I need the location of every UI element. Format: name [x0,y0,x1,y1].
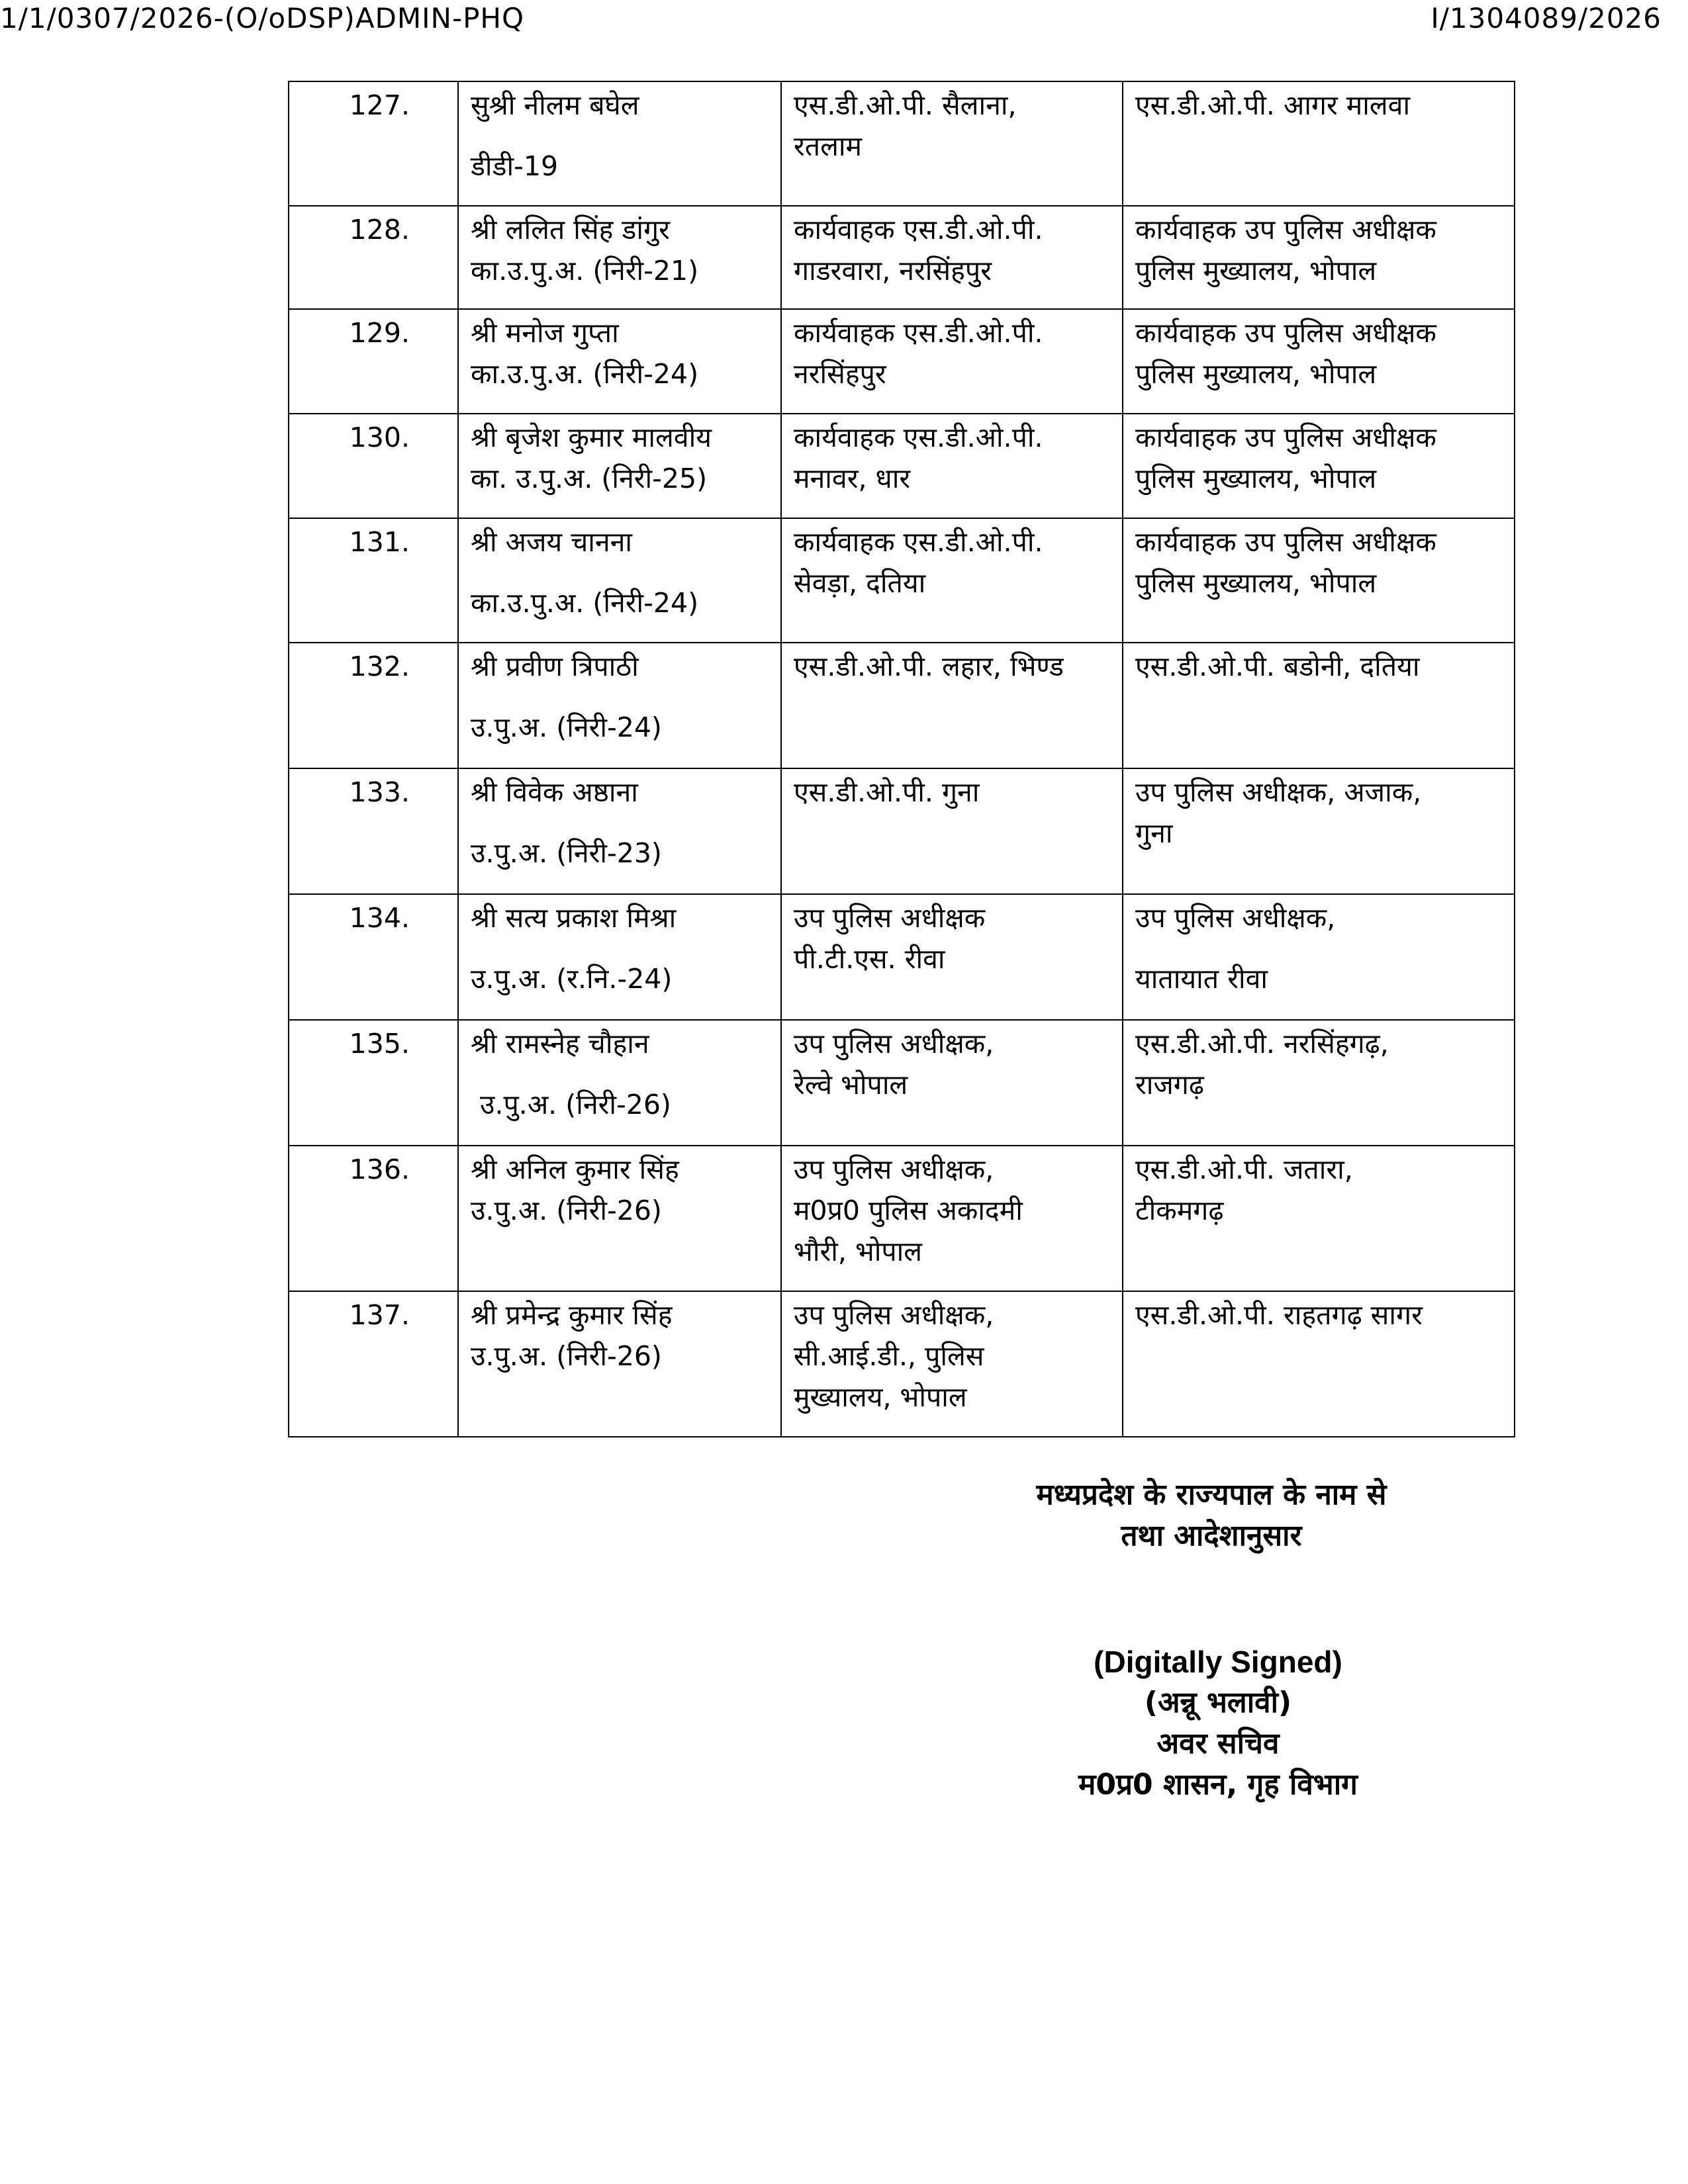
new-posting-line: कार्यवाहक उप पुलिस अधीक्षक [1135,526,1436,558]
serial-number: 131. [289,518,458,643]
current-posting-line: रतलाम [794,130,863,162]
new-posting-line: एस.डी.ओ.पी. नरसिंहगढ़, [1135,1028,1389,1060]
table-row [289,309,1515,414]
current-posting-cell [781,1020,1123,1146]
officer-name: श्री प्रमेन्द्र कुमार सिंह [471,1299,673,1331]
order-line: तथा आदेशानुसार [1121,1519,1302,1553]
transfer-table [288,81,1515,1437]
current-posting-cell [781,518,1123,643]
officer-name-cell [458,768,781,894]
current-posting-cell [781,643,1123,768]
new-posting-line: कार्यवाहक उप पुलिस अधीक्षक [1135,422,1436,453]
page-header [0,0,1688,40]
officer-rank: उ.पु.अ. (निरी-23) [471,837,662,869]
officer-name-cell [458,894,781,1020]
current-posting-cell [781,414,1123,518]
new-posting-line: उप पुलिस अधीक्षक, [1135,902,1336,934]
current-posting-cell [781,309,1123,414]
current-posting-line: भौरी, भोपाल [794,1236,923,1267]
serial-number: 133. [289,768,458,894]
current-posting-line: मुख्यालय, भोपाल [794,1381,967,1413]
new-posting-line: कार्यवाहक उप पुलिस अधीक्षक [1135,317,1436,349]
current-posting-cell [781,1291,1123,1437]
current-posting-line: सेवड़ा, दतिया [794,567,926,599]
current-posting-line: पी.टी.एस. रीवा [794,943,945,975]
new-posting-cell [1123,206,1515,309]
table-row [289,414,1515,518]
current-posting-line: म0प्र0 पुलिस अकादमी [794,1195,1023,1226]
officer-name-cell [458,81,781,206]
officer-name: श्री अजय चानना [471,526,633,558]
current-posting-line: कार्यवाहक एस.डी.ओ.पी. [794,317,1043,349]
serial-number: 137. [289,1291,458,1437]
current-posting-line: एस.डी.ओ.पी. गुना [794,776,980,808]
current-posting-line: कार्यवाहक एस.डी.ओ.पी. [794,526,1043,558]
new-posting-cell [1123,518,1515,643]
current-posting-line: एस.डी.ओ.पी. सैलाना, [794,89,1017,121]
current-posting-line: गाडरवारा, नरसिंहपुर [794,255,992,287]
serial-number: 127. [289,81,458,206]
officer-rank: उ.पु.अ. (र.नि.-24) [471,963,673,995]
table-row [289,81,1515,206]
signatory-department: म0प्र0 शासन, गृह विभाग [1078,1768,1358,1801]
table-row [289,768,1515,894]
new-posting-line: पुलिस मुख्यालय, भोपाल [1135,567,1377,599]
current-posting-cell [781,768,1123,894]
table-row [289,1146,1515,1291]
table-row [289,1020,1515,1146]
new-posting-line: पुलिस मुख्यालय, भोपाल [1135,255,1377,287]
current-posting-line: रेल्वे भोपाल [794,1069,908,1101]
current-posting-cell [781,1146,1123,1291]
new-posting-line: एस.डी.ओ.पी. जतारा, [1135,1154,1353,1185]
officer-name: सुश्री नीलम बघेल [471,89,639,121]
officer-rank: का. उ.पु.अ. (निरी-25) [471,463,708,494]
table-row [289,894,1515,1020]
new-posting-line: उप पुलिस अधीक्षक, अजाक, [1135,776,1422,808]
officer-name: श्री विवेक अष्ठाना [471,776,638,808]
current-posting-line: एस.डी.ओ.पी. लहार, भिण्ड [794,651,1064,682]
new-posting-cell [1123,414,1515,518]
new-posting-line: पुलिस मुख्यालय, भोपाल [1135,358,1377,390]
new-posting-cell [1123,1291,1515,1437]
serial-number: 136. [289,1146,458,1291]
officer-name: श्री ललित सिंह डांगुर [471,214,670,246]
officer-rank: का.उ.पु.अ. (निरी-24) [471,358,699,390]
signature-block [920,1641,1516,1805]
order-line: मध्यप्रदेश के राज्यपाल के नाम से [1036,1478,1387,1512]
current-posting-line: नरसिंहपुर [794,358,886,390]
officer-rank: उ.पु.अ. (निरी-26) [480,1089,671,1120]
officer-name: श्री प्रवीण त्रिपाठी [471,651,639,682]
signatory-name: (अन्नू भलावी) [1144,1686,1292,1719]
new-posting-line: एस.डी.ओ.पी. आगर मालवा [1135,89,1411,121]
current-posting-cell [781,894,1123,1020]
new-posting-line: एस.डी.ओ.पी. राहतगढ़ सागर [1135,1299,1423,1331]
serial-number: 134. [289,894,458,1020]
officer-name: श्री बृजेश कुमार मालवीय [471,422,712,453]
serial-number: 129. [289,309,458,414]
current-posting-line: उप पुलिस अधीक्षक, [794,1299,994,1331]
officer-name-cell [458,206,781,309]
officer-name: श्री रामस्नेह चौहान [471,1028,649,1060]
new-posting-line: गुना [1135,817,1173,849]
new-posting-line: यातायात रीवा [1135,963,1268,995]
new-posting-cell [1123,1146,1515,1291]
officer-rank: का.उ.पु.अ. (निरी-24) [471,587,699,619]
officer-name-cell [458,414,781,518]
table-row [289,1291,1515,1437]
table-row [289,206,1515,309]
officer-name-cell [458,1291,781,1437]
current-posting-line: उप पुलिस अधीक्षक, [794,1028,994,1060]
table-row [289,643,1515,768]
digital-signature-note: (Digitally Signed) [1094,1645,1342,1679]
officer-name-cell [458,1020,781,1146]
new-posting-line: पुलिस मुख्यालय, भोपाल [1135,463,1377,494]
current-posting-cell [781,206,1123,309]
current-posting-line: कार्यवाहक एस.डी.ओ.पी. [794,214,1043,246]
officer-name-cell [458,643,781,768]
new-posting-line: टीकमगढ़ [1135,1195,1224,1226]
new-posting-cell [1123,1020,1515,1146]
officer-name: श्री सत्य प्रकाश मिश्रा [471,902,677,934]
new-posting-cell [1123,643,1515,768]
serial-number: 130. [289,414,458,518]
serial-number: 135. [289,1020,458,1146]
order-authority [914,1475,1509,1557]
officer-rank: डीडी-19 [471,150,559,182]
officer-rank: उ.पु.अ. (निरी-24) [471,711,662,743]
signatory-designation: अवर सचिव [1156,1727,1280,1760]
current-posting-line: कार्यवाहक एस.डी.ओ.पी. [794,422,1043,453]
officer-name-cell [458,518,781,643]
current-posting-line: सी.आई.डी., पुलिस [794,1340,984,1372]
officer-rank: उ.पु.अ. (निरी-26) [471,1340,662,1372]
new-posting-cell [1123,309,1515,414]
current-posting-line: उप पुलिस अधीक्षक [794,902,986,934]
file-reference: 1/1/0307/2026-(O/oDSP)ADMIN-PHQ [0,2,525,34]
officer-name: श्री मनोज गुप्ता [471,317,619,349]
serial-number: 128. [289,206,458,309]
new-posting-line: कार्यवाहक उप पुलिस अधीक्षक [1135,214,1436,246]
officer-name-cell [458,309,781,414]
current-posting-line: उप पुलिस अधीक्षक, [794,1154,994,1185]
officer-name-cell [458,1146,781,1291]
officer-rank: उ.पु.अ. (निरी-26) [471,1195,662,1226]
document-reference: I/1304089/2026 [1430,2,1662,34]
current-posting-cell [781,81,1123,206]
officer-rank: का.उ.पु.अ. (निरी-21) [471,255,699,287]
current-posting-line: मनावर, धार [794,463,911,494]
new-posting-cell [1123,768,1515,894]
serial-number: 132. [289,643,458,768]
new-posting-cell [1123,81,1515,206]
table-row [289,518,1515,643]
new-posting-line: एस.डी.ओ.पी. बडोनी, दतिया [1135,651,1420,682]
new-posting-cell [1123,894,1515,1020]
new-posting-line: राजगढ़ [1135,1069,1204,1101]
officer-name: श्री अनिल कुमार सिंह [471,1154,679,1185]
